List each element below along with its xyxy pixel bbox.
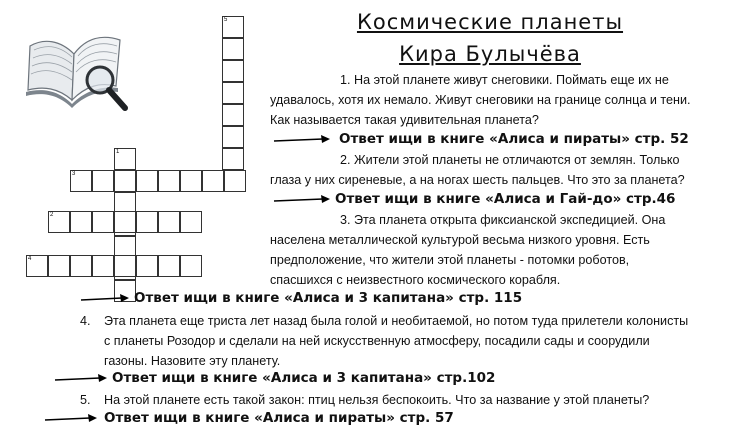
crossword-number: 3 — [72, 171, 76, 177]
answer-1: Ответ ищи в книге «Алиса и пираты» стр. 52 — [339, 131, 689, 147]
question-line: с планеты Розодор и сделали на ней искусственную атмосферу, посадили сады и соорудили — [104, 334, 650, 348]
question-line: газоны. Назовите эту планету. — [104, 354, 281, 368]
crossword-cell — [224, 170, 246, 192]
crossword-cell — [114, 211, 136, 233]
crossword-cell — [158, 211, 180, 233]
question-line: глаза у них сиреневые, а на ногах шесть пальцев. Что это за планета? — [270, 173, 685, 187]
crossword-number: 5 — [224, 17, 228, 23]
arrow-right-icon — [44, 413, 98, 425]
crossword-cell — [70, 255, 92, 277]
question-line: Как называется такая удивительная планета? — [270, 113, 539, 127]
crossword-cell — [114, 255, 136, 277]
crossword-cell — [92, 170, 114, 192]
crossword-cell — [136, 170, 158, 192]
crossword-cell — [180, 211, 202, 233]
crossword-cell — [114, 170, 136, 192]
crossword-cell — [92, 255, 114, 277]
arrow-right-icon — [273, 134, 331, 146]
page-title: Космические планеты — [356, 10, 624, 34]
crossword-cell — [180, 255, 202, 277]
crossword-cell — [158, 170, 180, 192]
crossword-cell — [180, 170, 202, 192]
question-line: Эта планета еще триста лет назад была голой и необитаемой, но потом туда прилетели колонисты — [104, 314, 689, 328]
question-2 — [270, 150, 725, 190]
crossword-cell — [136, 211, 158, 233]
arrow-right-icon — [54, 373, 108, 385]
question-4-number: 4. — [80, 314, 91, 328]
crossword-cell — [202, 170, 224, 192]
crossword-cell — [92, 211, 114, 233]
crossword-cell — [222, 104, 244, 126]
question-5 — [104, 390, 725, 410]
crossword-number: 4 — [28, 256, 32, 262]
question-line: предположение, что жители этой планеты - потомки роботов, — [270, 253, 630, 267]
question-line: 3. Эта планета открыта фиксианской экспедицией. Она — [340, 213, 666, 227]
crossword-cell — [222, 126, 244, 148]
question-line: спасшихся с неизвестного космического корабля. — [270, 273, 561, 287]
answer-5: Ответ ищи в книге «Алиса и пираты» стр. 57 — [104, 410, 454, 426]
answer-2: Ответ ищи в книге «Алиса и Гай-до» стр.46 — [335, 191, 676, 207]
crossword-cell — [158, 255, 180, 277]
question-5-number: 5. — [80, 393, 91, 407]
crossword-cell — [222, 38, 244, 60]
crossword-cell — [48, 255, 70, 277]
question-line: На этой планете есть такой закон: птиц нельзя беспокоить. Что за название у этой планеты? — [104, 393, 650, 407]
crossword-cell — [222, 60, 244, 82]
crossword-number: 1 — [116, 149, 120, 155]
book-magnifier-icon — [22, 24, 132, 116]
arrow-right-icon — [80, 293, 130, 305]
crossword-number: 2 — [50, 212, 54, 218]
question-line: 1. На этой планете живут снеговики. Поймать еще их не — [340, 73, 669, 87]
question-4 — [104, 311, 725, 371]
question-line: 2. Жители этой планеты не отличаются от землян. Только — [340, 153, 680, 167]
crossword-cell — [136, 255, 158, 277]
crossword-cell — [222, 82, 244, 104]
crossword-cell — [222, 148, 244, 170]
answer-3: Ответ ищи в книге «Алиса и 3 капитана» стр. 115 — [134, 290, 523, 306]
answer-4: Ответ ищи в книге «Алиса и 3 капитана» стр.102 — [112, 370, 496, 386]
crossword-cell — [70, 211, 92, 233]
question-line: населена металлической культурой весьма низкого уровня. Есть — [270, 233, 650, 247]
question-1 — [270, 70, 725, 130]
question-3 — [270, 210, 725, 290]
question-line: удавалось, хотя их немало. Живут снеговики на границе солнца и тени. — [270, 93, 691, 107]
arrow-right-icon — [273, 194, 331, 206]
page-subtitle: Кира Булычёва — [399, 42, 581, 66]
